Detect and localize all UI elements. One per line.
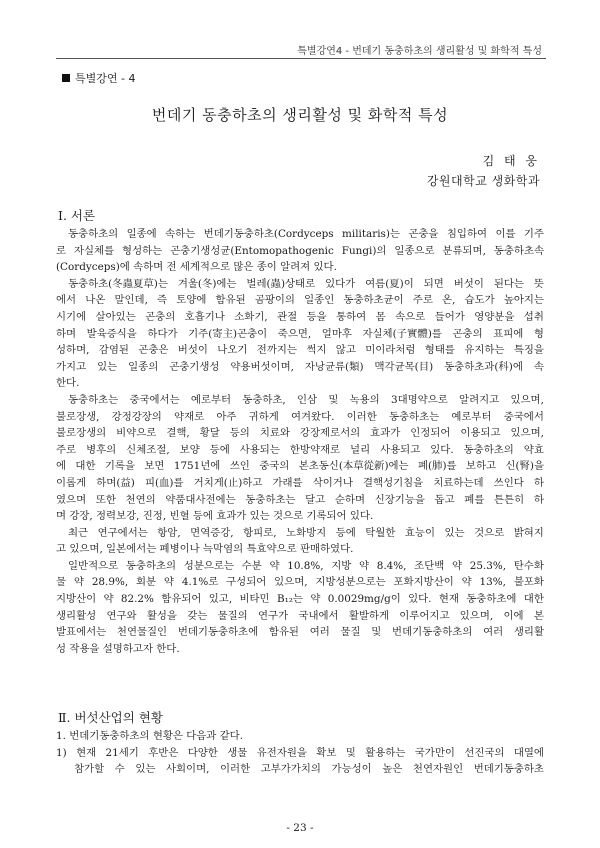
text-line: 발표에서는 천연물질인 번데기동충하초에 함유된 여러 물질 및 번데기동충하초의 여러 생리활: [56, 626, 544, 639]
section-tag: [62, 70, 135, 86]
text-line: 참가할 수 있는 사회이며, 이러한 고부가가치의 가능성이 높은 천연자원인 번데기동충하초: [74, 763, 544, 776]
text-line: 1. 번데기동충하초의 현황은 다음과 같다.: [56, 730, 244, 742]
text-line: 며 강장, 정력보강, 진정, 빈혈 등에 효과가 있는 것으로 기록되어 있다.: [56, 510, 374, 523]
page-number: - 23 -: [286, 822, 314, 834]
text-line: 였으며 또한 천연의 약품대사전에는 동충하초는 달고 순하며 신장기능을 돕고 폐를 튼튼히 하: [56, 493, 544, 506]
text-line: 한다.: [56, 377, 80, 390]
text-line: 생리활성 연구와 활성을 갖는 물질의 연구가 국내에서 활발하게 이루어지고 있으며, 이에 본: [56, 609, 544, 622]
text-line: 일반적으로 동충하초의 성분으로는 수분 약 10.8%, 지방 약 8.4%, 조단백 약 25.3%, 탄수화: [68, 559, 544, 572]
text-line: (Cordyceps)에 속하며 전 세계적으로 많은 종이 알려져 있다.: [56, 261, 337, 274]
text-line: 최근 연구에서는 항암, 면역증강, 항피로, 노화방지 등에 탁월한 효능이 있는 것으로 밝혀지: [68, 526, 544, 539]
paper-title: 번데기 동충하초의 생리활성 및 화학적 특성: [151, 106, 449, 124]
text-line: 동충하초는 중국에서는 예로부터 동충하초, 인삼 및 녹용의 3대명약으로 알려지고 있으며,: [68, 393, 544, 406]
text-line: 로 자실체를 형성하는 곤충기생성균(Entomopathogenic Fungi)의 일종으로 분류되며, 동충하초속: [56, 244, 544, 257]
text-line: 고 있으며, 일본에서는 폐병이나 늑막염의 특효약으로 판매하였다.: [56, 543, 354, 556]
section-heading-industry: Ⅱ. 버섯산업의 현황: [58, 710, 163, 725]
square-bullet-icon: [62, 74, 70, 82]
text-line: 성하며, 감염된 곤충은 버섯이 나오기 전까지는 썩지 않고 미이라처럼 형태를 유지하는 특징을: [56, 344, 544, 357]
section-heading-introduction: Ⅰ. 서론: [58, 208, 96, 223]
text-line: 1) 현재 21세기 후반은 다양한 생물 유전자원을 확보 및 활용하는 국가만이 선진국의 대열에: [56, 746, 544, 759]
text-line: 동충하초(冬蟲夏草)는 겨울(冬)에는 벌레(蟲)상태로 있다가 여름(夏)이 되면 버섯이 된다는 뜻: [68, 277, 544, 290]
text-line: 이롭게 하며(益) 피(血)를 거치게(止)하고 가래를 삭이거나 결핵성기침을 치료하는데 쓰인다 하: [56, 476, 544, 489]
text-line: 에서 나온 말인데, 즉 토양에 함유된 곰팡이의 일종인 동충하초균이 주로 온, 습도가 높아지는: [56, 294, 544, 307]
text-line: 불로장생, 강정강장의 약재로 아주 귀하게 여겨왔다. 이러한 동충하초는 예로부터 중국에서: [56, 410, 544, 423]
text-line: 불로장생의 비약으로 결핵, 황달 등의 치료와 강장제로서의 효과가 인정되어 이용되고 있으며,: [56, 427, 544, 440]
header-rule: [56, 58, 546, 59]
text-line: 성 작용을 설명하고자 한다.: [56, 642, 180, 655]
text-line: 동충하초의 일종에 속하는 번데기동충하초(Cordyceps militaris)는 곤충을 침입하여 이를 기주: [68, 228, 544, 240]
text-line: 에 대한 기록을 보면 1751년에 쓰인 중국의 본초동신(本草從新)에는 폐(肺)를 보하고 신(腎)을: [56, 460, 544, 473]
author-name: 김 태 웅: [482, 154, 540, 168]
introduction-body: [56, 226, 544, 657]
text-line: 가지고 있는 일종의 곤충기생성 약용버섯이며, 자낭균류(類) 맥각균목(目) 동충하초과(科)에 속: [56, 360, 544, 373]
text-line: 지방산이 약 82.2% 함유되어 있고, 비타민 B₁₂는 약 0.0029mg/g이 있다. 현재 동충하초에 대한: [56, 593, 544, 606]
author-affiliation: 강원대학교 생화학과: [426, 174, 540, 188]
text-line: 하며 발육증식을 하다가 기주(寄主)곤충이 죽으면, 얼마후 자실체(子實體)를 곤충의 표피에 형: [56, 327, 544, 340]
text-line: 시기에 살아있는 곤충의 호흡기나 소화기, 관절 등을 통하여 몸 속으로 들어가 영양분을 섭취: [56, 310, 544, 323]
running-header: 특별강연4 - 번데기 동충하초의 생리활성 및 화학적 특성: [297, 46, 542, 57]
industry-body: [56, 728, 544, 778]
section-tag-label: 특별강연 - 4: [75, 72, 136, 85]
text-line: 주로 병후의 신체조절, 보양 등에 사용되는 한방약재로 널리 사용되고 있다. 동충하초의 약효: [56, 443, 544, 456]
text-line: 물 약 28.9%, 회분 약 4.1%로 구성되어 있으며, 지방성분으로는 포화지방산이 약 13%, 불포화: [56, 576, 544, 589]
